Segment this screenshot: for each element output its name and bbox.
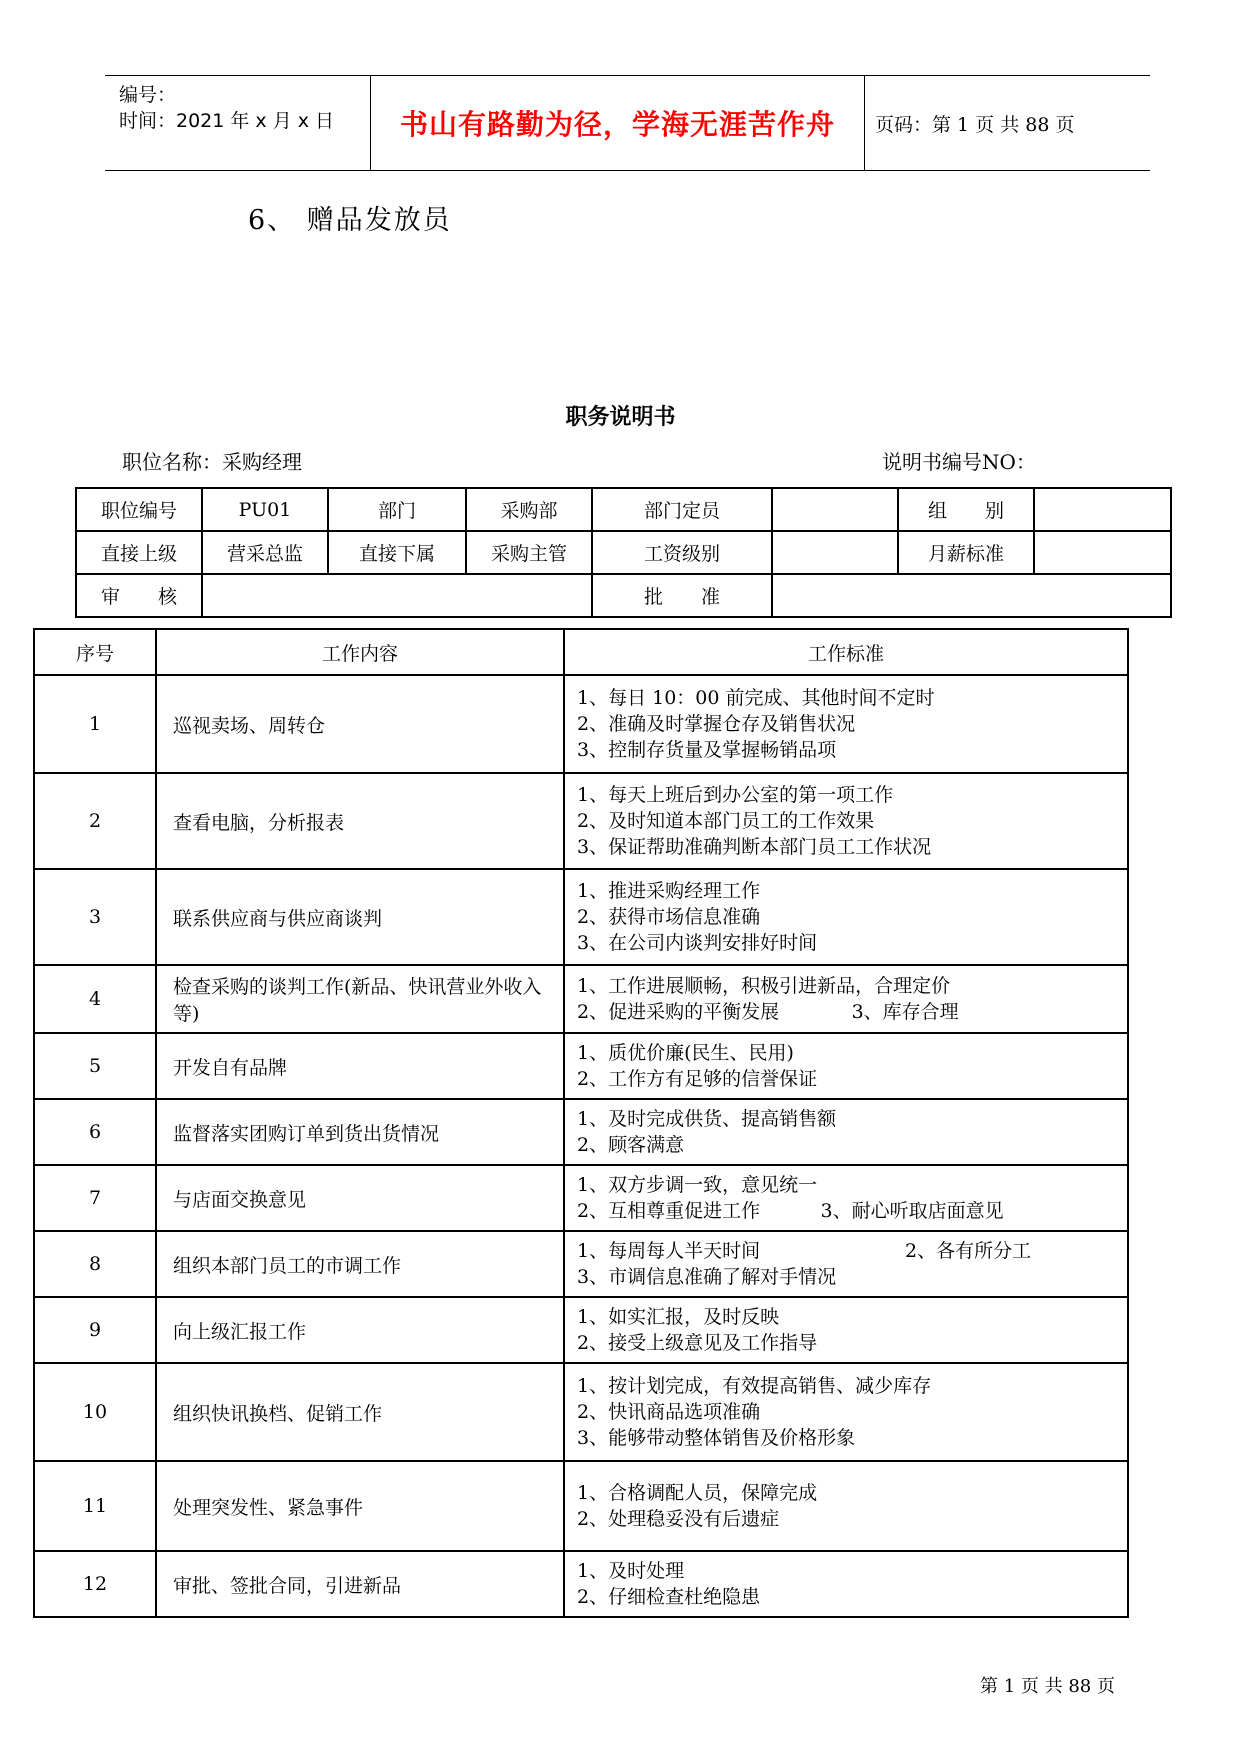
standard-line: 1、双方步调一致，意见统一 xyxy=(577,1174,818,1196)
standard-line: 3、在公司内谈判安排好时间 xyxy=(577,932,818,954)
row-number: 1 xyxy=(34,675,156,773)
column-header: 序号 xyxy=(34,629,156,675)
standard-line: 2、仔细检查杜绝隐患 xyxy=(577,1586,761,1608)
work-standard xyxy=(564,1033,1128,1099)
info-cell: 组 别 xyxy=(898,488,1034,531)
info-cell xyxy=(1034,531,1171,574)
task-content: 开发自有品牌 xyxy=(156,1033,564,1099)
row-number: 4 xyxy=(34,965,156,1033)
standard-line: 1、推进采购经理工作 xyxy=(577,880,761,902)
info-cell: 部门 xyxy=(328,488,466,531)
work-standard xyxy=(564,1231,1128,1297)
page-label: 页码：第 1 页 共 88 页 xyxy=(875,113,1075,136)
task-content: 查看电脑，分析报表 xyxy=(156,773,564,869)
info-row xyxy=(76,488,1171,531)
row-number: 12 xyxy=(34,1551,156,1617)
row-number: 11 xyxy=(34,1461,156,1551)
work-standard xyxy=(564,773,1128,869)
table-row xyxy=(34,965,1128,1033)
info-cell xyxy=(202,574,592,617)
time-label: 时间：2021 年 x 月 x 日 xyxy=(119,110,335,132)
standard-line: 3、市调信息准确了解对手情况 xyxy=(577,1266,837,1288)
work-standard xyxy=(564,1165,1128,1231)
info-cell xyxy=(772,488,898,531)
work-standard xyxy=(564,965,1128,1033)
info-cell: 营采总监 xyxy=(202,531,328,574)
task-content: 检查采购的谈判工作(新品、快讯营业外收入等) xyxy=(156,965,564,1033)
table-row xyxy=(34,1033,1128,1099)
work-standard xyxy=(564,1551,1128,1617)
header-meta xyxy=(105,76,371,170)
info-cell: 月薪标准 xyxy=(898,531,1034,574)
task-content: 组织本部门员工的市调工作 xyxy=(156,1231,564,1297)
info-cell xyxy=(772,531,898,574)
work-standard xyxy=(564,675,1128,773)
header-motto xyxy=(371,76,865,170)
table-row xyxy=(34,1099,1128,1165)
info-cell: 采购部 xyxy=(466,488,592,531)
standard-line: 2、准确及时掌握仓存及销售状况 xyxy=(577,713,856,735)
info-row xyxy=(76,531,1171,574)
table-header-row xyxy=(34,629,1128,675)
table-row xyxy=(34,1165,1128,1231)
work-standard xyxy=(564,1461,1128,1551)
table-row xyxy=(34,1297,1128,1363)
task-content: 向上级汇报工作 xyxy=(156,1297,564,1363)
row-number: 8 xyxy=(34,1231,156,1297)
standard-line: 1、工作进展顺畅，积极引进新品，合理定价 xyxy=(577,975,951,997)
standard-line: 1、及时完成供货、提高销售额 xyxy=(577,1108,837,1130)
info-cell: PU01 xyxy=(202,488,328,531)
standard-line: 1、每天上班后到办公室的第一项工作 xyxy=(577,784,894,806)
row-number: 10 xyxy=(34,1363,156,1461)
section-title: 6、 赠品发放员 xyxy=(248,205,452,236)
task-content: 审批、签批合同，引进新品 xyxy=(156,1551,564,1617)
info-cell: 部门定员 xyxy=(592,488,772,531)
work-standard xyxy=(564,1363,1128,1461)
task-content: 监督落实团购订单到货出货情况 xyxy=(156,1099,564,1165)
standard-line: 2、顾客满意 xyxy=(577,1134,685,1156)
table-row xyxy=(34,869,1128,965)
row-number: 5 xyxy=(34,1033,156,1099)
info-cell: 审 核 xyxy=(76,574,202,617)
row-number: 7 xyxy=(34,1165,156,1231)
standard-line: 2、工作方有足够的信誉保证 xyxy=(577,1068,818,1090)
info-row xyxy=(76,574,1171,617)
standard-line: 2、快讯商品选项准确 xyxy=(577,1401,761,1423)
row-number: 3 xyxy=(34,869,156,965)
task-content: 联系供应商与供应商谈判 xyxy=(156,869,564,965)
info-cell: 工资级别 xyxy=(592,531,772,574)
info-cell xyxy=(1034,488,1171,531)
table-row xyxy=(34,675,1128,773)
standard-line: 1、合格调配人员，保障完成 xyxy=(577,1482,818,1504)
work-standard xyxy=(564,1099,1128,1165)
row-number: 6 xyxy=(34,1099,156,1165)
row-number: 9 xyxy=(34,1297,156,1363)
standard-line: 1、每日 10：00 前完成、其他时间不定时 xyxy=(577,687,935,709)
standard-line: 1、按计划完成，有效提高销售、减少库存 xyxy=(577,1375,932,1397)
info-cell: 采购主管 xyxy=(466,531,592,574)
standard-line: 2、处理稳妥没有后遗症 xyxy=(577,1508,780,1530)
table-row xyxy=(34,1363,1128,1461)
column-header: 工作内容 xyxy=(156,629,564,675)
info-cell: 批 准 xyxy=(592,574,772,617)
standard-line: 2、接受上级意见及工作指导 xyxy=(577,1332,818,1354)
table-row xyxy=(34,1461,1128,1551)
standard-line: 1、如实汇报，及时反映 xyxy=(577,1306,780,1328)
page-footer: 第 1 页 共 88 页 xyxy=(980,1676,1115,1697)
doc-title: 职务说明书 xyxy=(565,405,676,430)
standard-line: 1、及时处理 xyxy=(577,1560,685,1582)
column-header: 工作标准 xyxy=(564,629,1128,675)
table-row xyxy=(34,773,1128,869)
standard-line: 1、每周每人半天时间 2、各有所分工 xyxy=(577,1240,1032,1262)
position-name: 职位名称：采购经理 xyxy=(122,450,302,474)
motto-text: 书山有路勤为径，学海无涯苦作舟 xyxy=(399,108,835,141)
duties-table xyxy=(33,628,1129,1618)
standard-line: 2、互相尊重促进工作 3、耐心听取店面意见 xyxy=(577,1200,1004,1222)
doc-number: 说明书编号NO： xyxy=(882,450,1036,474)
row-number: 2 xyxy=(34,773,156,869)
standard-line: 3、能够带动整体销售及价格形象 xyxy=(577,1427,856,1449)
info-cell: 职位编号 xyxy=(76,488,202,531)
info-cell: 直接上级 xyxy=(76,531,202,574)
standard-line: 2、获得市场信息准确 xyxy=(577,906,761,928)
work-standard xyxy=(564,1297,1128,1363)
task-content: 处理突发性、紧急事件 xyxy=(156,1461,564,1551)
task-content: 与店面交换意见 xyxy=(156,1165,564,1231)
standard-line: 3、控制存货量及掌握畅销品项 xyxy=(577,739,837,761)
standard-line: 2、促进采购的平衡发展 3、库存合理 xyxy=(577,1001,959,1023)
standard-line: 3、保证帮助准确判断本部门员工工作状况 xyxy=(577,836,932,858)
info-cell: 直接下属 xyxy=(328,531,466,574)
position-info-table xyxy=(75,487,1172,618)
task-content: 组织快讯换档、促销工作 xyxy=(156,1363,564,1461)
table-row xyxy=(34,1231,1128,1297)
info-cell xyxy=(772,574,1171,617)
number-label: 编号： xyxy=(119,84,177,106)
standard-line: 1、质优价廉(民生、民用) xyxy=(577,1042,794,1064)
standard-line: 2、及时知道本部门员工的工作效果 xyxy=(577,810,875,832)
work-standard xyxy=(564,869,1128,965)
task-content: 巡视卖场、周转仓 xyxy=(156,675,564,773)
table-row xyxy=(34,1551,1128,1617)
page-header xyxy=(105,75,1150,171)
